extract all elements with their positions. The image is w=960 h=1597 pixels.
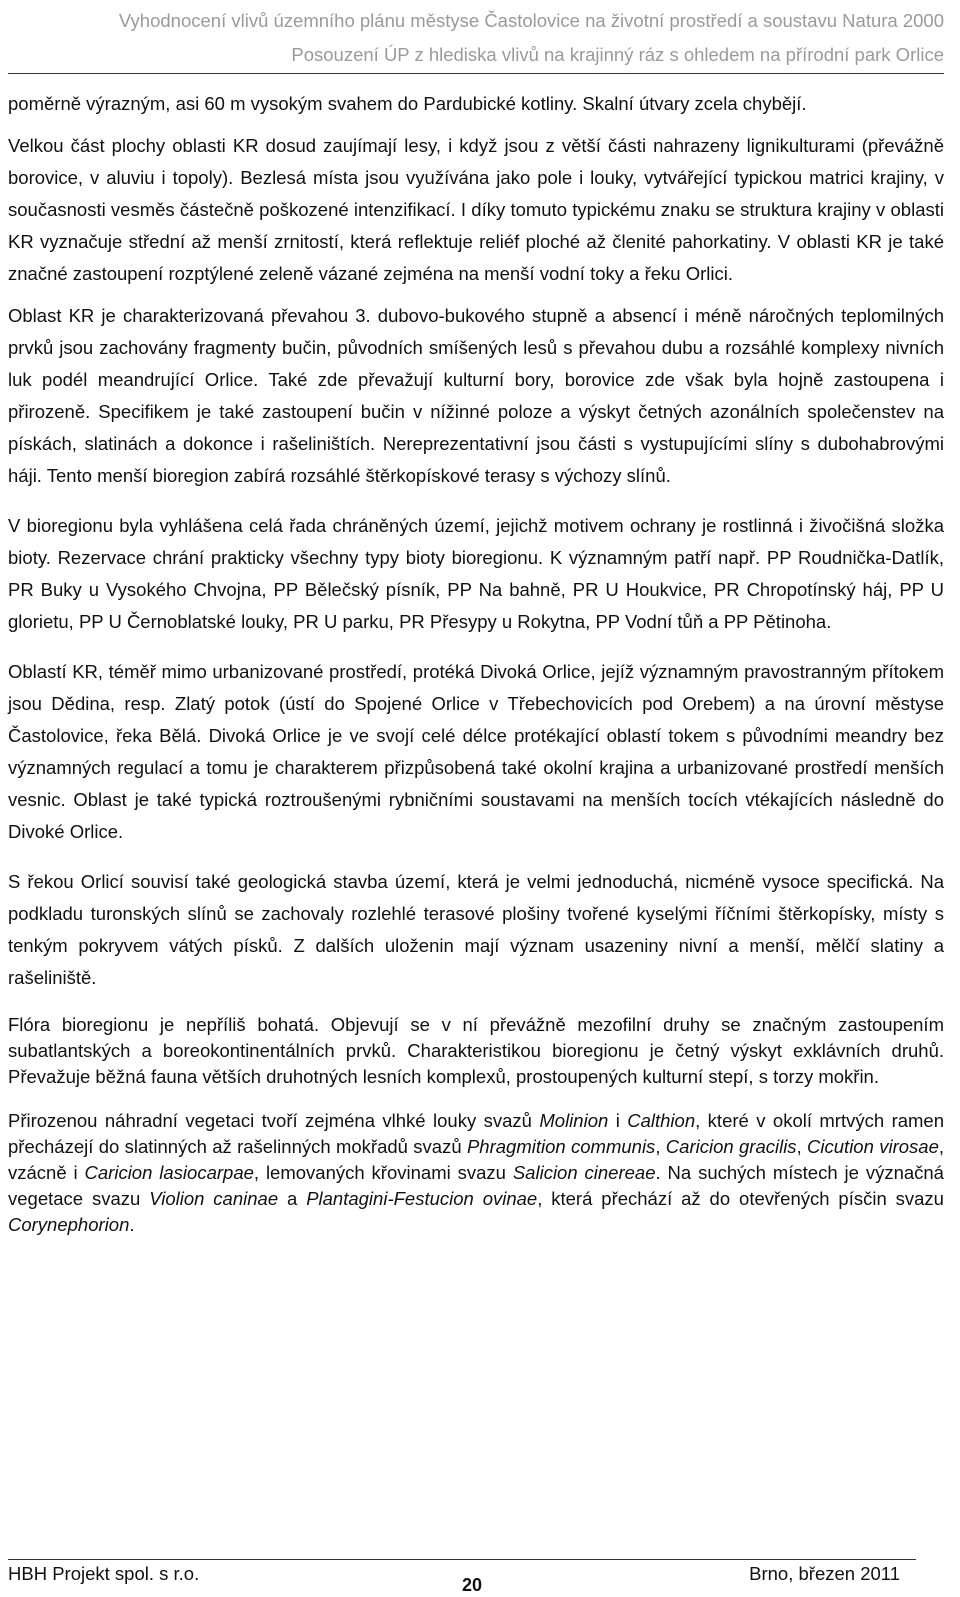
text-run: , vzácně i — [8, 1136, 944, 1183]
paragraph: Oblastí KR, téměř mimo urbanizované prostředí, protéká Divoká Orlice, jejíž významným pravostranným přítokem jsou Dědina, resp. Zlatý potok (ústí do Spojené Orlice v Třebechovicích pod Orebem) a na úrovní městyse Častolovice, řeka Bělá. Divoká Orlice je ve svojí celé délce protékající oblastí tokem s původními meandry bez významných regulací a tomu je charakterem přizpůsobená také okolní krajina a urbanizované prostředí menších vesnic. Oblast je také typická roztroušenými rybničními soustavami na menších tocích vtékajících následně do Divoké Orlice. — [8, 661, 944, 842]
latin-name: Calthion — [627, 1110, 696, 1131]
paragraph-vegetation — [8, 1108, 944, 1238]
paragraph: Oblast KR je charakterizovaná převahou 3. dubovo-bukového stupně a absencí i méně náročných teplomilných prvků jsou zachovány fragmenty bučin, původních smíšených lesů s převahou dubu a rozsáhlé komplexy nivních luk podél meandrující Orlice. Také zde převažují kulturní bory, borovice zde však byla hojně zastoupena i přirozeně. Specifikem je také zastoupení bučin v nížinné poloze a výskyt četných azonálních společenstev na pískách, slatinách a dokonce i rašeliništích. Nereprezentativní jsou části s vystupujícími slíny s dubohabrovými háji. Tento menší bioregion zabírá rozsáhlé štěrkopískové terasy s výchozy slínů. — [8, 305, 944, 486]
footer-rule — [8, 1559, 916, 1560]
text-run: , — [655, 1136, 666, 1157]
document-body — [8, 88, 944, 1238]
latin-name: Corynephorion — [8, 1214, 130, 1235]
latin-name: Cicution virosae — [807, 1136, 939, 1157]
text-run: a — [278, 1188, 307, 1209]
paragraph: S řekou Orlicí souvisí také geologická stavba území, která je velmi jednoduchá, nicméně vysoce specifická. Na podkladu turonských slínů se zachovaly rozlehlé terasové plošiny tvořené kyselými říčními štěrkopísky, místy s tenkým pokryvem vátých písků. Z dalších uloženin mají význam usazeniny nivní a menší, mělčí slatiny a rašeliniště. — [8, 871, 944, 988]
latin-name: Caricion lasiocarpae — [84, 1162, 254, 1183]
header-rule — [8, 73, 944, 74]
text-run: , lemovaných křovinami svazu — [253, 1162, 513, 1183]
text-run: , — [796, 1136, 808, 1157]
paragraph: poměrně výrazným, asi 60 m vysokým svahem do Pardubické kotliny. Skalní útvary zcela chybějí. — [8, 93, 807, 114]
latin-name: Plantagini-Festucion ovinae — [306, 1188, 538, 1209]
text-run: , které v okolí mrtvých ramen přecházejí do slatinných až rašelinných mokřadů svazů — [8, 1110, 945, 1157]
footer-place-date: Brno, březen 2011 — [749, 1563, 900, 1584]
text-run: i — [608, 1110, 628, 1131]
latin-name: Violion caninae — [149, 1188, 279, 1209]
latin-name: Caricion gracilis — [665, 1136, 797, 1157]
text-run: Přirozenou náhradní vegetaci tvoří zejména vlhké louky svazů — [8, 1110, 540, 1131]
text-run: . — [129, 1214, 135, 1235]
paragraph: V bioregionu byla vyhlášena celá řada chráněných území, jejichž motivem ochrany je rostlinná i živočišná složka bioty. Rezervace chrání prakticky všechny typy bioty bioregionu. K významným patří např. PP Roudnička-Datlík, PR Buky u Vysokého Chvojna, PP Bělečský písník, PP Na bahně, PR U Houkvice, PR Chropotínský háj, PP U glorietu, PP U Černoblatské louky, PR U parku, PR Přesypy u Rokytna, PP Vodní tůň a PP Pětinoha. — [8, 515, 944, 632]
paragraph: Flóra bioregionu je nepříliš bohatá. Objevují se v ní převážně mezofilní druhy se značným zastoupením subatlantských a boreokontinentálních prvků. Charakteristikou bioregionu je četný výskyt exklávních druhů. Převažuje běžná fauna větších druhotných lesních komplexů, prostoupených kulturní stepí, s torzy mokřin. — [8, 1014, 944, 1087]
paragraph: Velkou část plochy oblasti KR dosud zaujímají lesy, i když jsou z větší části nahrazeny lignikulturami (převážně borovice, v aluviu i topoly). Bezlesá místa jsou využívána jako pole i louky, vytvářející typickou matrici krajiny, v současnosti vesměs částečně poškozené intenzifikací. I díky tomuto typickému znaku se struktura krajiny v oblasti KR vyznačuje střední až menší zrnitostí, která reflektuje reliéf ploché až členité pahorkatiny. V oblasti KR je také značné zastoupení rozptýlené zeleně vázané zejména na menší vodní toky a řeku Orlici. — [8, 135, 944, 284]
latin-name: Molinion — [539, 1110, 609, 1131]
latin-name: Phragmition communis — [466, 1136, 656, 1157]
latin-name: Salicion cinereae — [512, 1162, 656, 1183]
text-run: . Na suchých místech je význačná vegetace svazu — [8, 1162, 944, 1209]
page-number: 20 — [462, 1575, 483, 1595]
text-run: , která přechází až do otevřených písčin svazu — [537, 1188, 944, 1209]
footer-company: HBH Projekt spol. s r.o. — [8, 1563, 200, 1584]
header-subtitle: Posouzení ÚP z hlediska vlivů na krajinný ráz s ohledem na přírodní park Orlice — [291, 44, 944, 65]
running-header — [119, 4, 944, 72]
header-title: Vyhodnocení vlivů územního plánu městyse Častolovice na životní prostředí a soustavu Natura 2000 — [118, 10, 944, 31]
